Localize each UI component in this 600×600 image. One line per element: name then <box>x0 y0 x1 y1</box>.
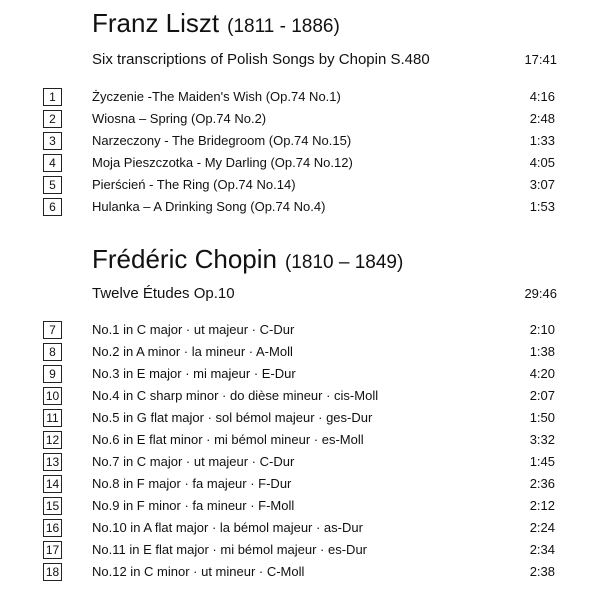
track-number: 17 <box>43 541 62 559</box>
work-title-row <box>92 51 557 68</box>
track-title: Moja Pieszczotka - My Darling (Op.74 No.12) <box>92 155 353 170</box>
track-number: 3 <box>43 132 62 150</box>
track-title: No.9 in F minor · fa mineur · F-Moll <box>92 498 295 513</box>
track-duration: 4:20 <box>529 366 555 381</box>
track-duration: 2:07 <box>529 388 555 403</box>
track-row <box>0 108 600 130</box>
composer-heading <box>92 244 403 275</box>
composer-name: Franz Liszt <box>92 8 220 38</box>
work-title: Six transcriptions of Polish Songs by Chopin S.480 <box>92 51 430 68</box>
track-duration: 1:38 <box>529 344 555 359</box>
track-number: 18 <box>43 563 62 581</box>
track-number: 1 <box>43 88 62 106</box>
track-row <box>0 196 600 218</box>
track-row <box>0 407 600 429</box>
track-title: No.12 in C minor · ut mineur · C-Moll <box>92 564 305 579</box>
track-title: No.2 in A minor · la mineur · A-Moll <box>92 344 293 359</box>
track-row <box>0 385 600 407</box>
track-title: Narzeczony - The Bridegroom (Op.74 No.15) <box>92 133 352 148</box>
track-title: No.7 in C major · ut majeur · C-Dur <box>92 454 295 469</box>
track-row <box>0 517 600 539</box>
work-title: Twelve Études Op.10 <box>92 285 235 302</box>
track-number: 7 <box>43 321 62 339</box>
track-number: 8 <box>43 343 62 361</box>
work-duration: 29:46 <box>524 286 557 301</box>
composer-heading <box>92 8 340 39</box>
track-number: 4 <box>43 154 62 172</box>
composer-dates: (1810 – 1849) <box>284 252 404 273</box>
track-row <box>0 363 600 385</box>
track-title: No.10 in A flat major · la bémol majeur · as-Dur <box>92 520 363 535</box>
track-row <box>0 174 600 196</box>
track-row <box>0 495 600 517</box>
work-duration: 17:41 <box>524 52 557 67</box>
track-number: 2 <box>43 110 62 128</box>
track-number: 14 <box>43 475 62 493</box>
track-number: 13 <box>43 453 62 471</box>
track-row <box>0 130 600 152</box>
track-row <box>0 429 600 451</box>
track-number: 12 <box>43 431 62 449</box>
track-duration: 2:12 <box>529 498 555 513</box>
track-duration: 2:36 <box>529 476 555 491</box>
track-duration: 1:45 <box>529 454 555 469</box>
track-row <box>0 86 600 108</box>
track-title: No.6 in E flat minor · mi bémol mineur · es-Moll <box>92 432 364 447</box>
track-number: 11 <box>43 409 62 427</box>
track-number: 6 <box>43 198 62 216</box>
track-row <box>0 473 600 495</box>
composer-dates: (1811 - 1886) <box>227 16 340 37</box>
track-duration: 4:05 <box>529 155 555 170</box>
track-title: No.5 in G flat major · sol bémol majeur · ges-Dur <box>92 410 373 425</box>
track-number: 16 <box>43 519 62 537</box>
track-duration: 2:34 <box>529 542 555 557</box>
track-duration: 2:48 <box>529 111 555 126</box>
track-number: 9 <box>43 365 62 383</box>
track-row <box>0 319 600 341</box>
track-duration: 2:24 <box>529 520 555 535</box>
composer-name: Frédéric Chopin <box>92 244 277 274</box>
track-row <box>0 561 600 583</box>
track-number: 15 <box>43 497 62 515</box>
track-duration: 1:53 <box>529 199 555 214</box>
track-title: No.4 in C sharp minor · do dièse mineur · cis-Moll <box>92 388 379 403</box>
track-duration: 3:07 <box>529 177 555 192</box>
track-duration: 1:50 <box>529 410 555 425</box>
track-title: Hulanka – A Drinking Song (Op.74 No.4) <box>92 199 326 214</box>
track-row <box>0 539 600 561</box>
track-title: Pierścień - The Ring (Op.74 No.14) <box>92 177 296 192</box>
track-title: No.11 in E flat major · mi bémol majeur · es-Dur <box>92 542 368 557</box>
track-title: No.3 in E major · mi majeur · E-Dur <box>92 366 296 381</box>
track-row <box>0 341 600 363</box>
track-title: Życzenie -The Maiden's Wish (Op.74 No.1) <box>92 89 341 104</box>
track-title: No.1 in C major · ut majeur · C-Dur <box>92 322 295 337</box>
track-duration: 4:16 <box>529 89 555 104</box>
track-row <box>0 451 600 473</box>
track-duration: 2:10 <box>529 322 555 337</box>
track-title: No.8 in F major · fa majeur · F-Dur <box>92 476 292 491</box>
track-number: 5 <box>43 176 62 194</box>
track-duration: 3:32 <box>529 432 555 447</box>
track-duration: 2:38 <box>529 564 555 579</box>
track-duration: 1:33 <box>529 133 555 148</box>
work-title-row <box>92 285 557 302</box>
track-number: 10 <box>43 387 62 405</box>
track-title: Wiosna – Spring (Op.74 No.2) <box>92 111 267 126</box>
track-row <box>0 152 600 174</box>
